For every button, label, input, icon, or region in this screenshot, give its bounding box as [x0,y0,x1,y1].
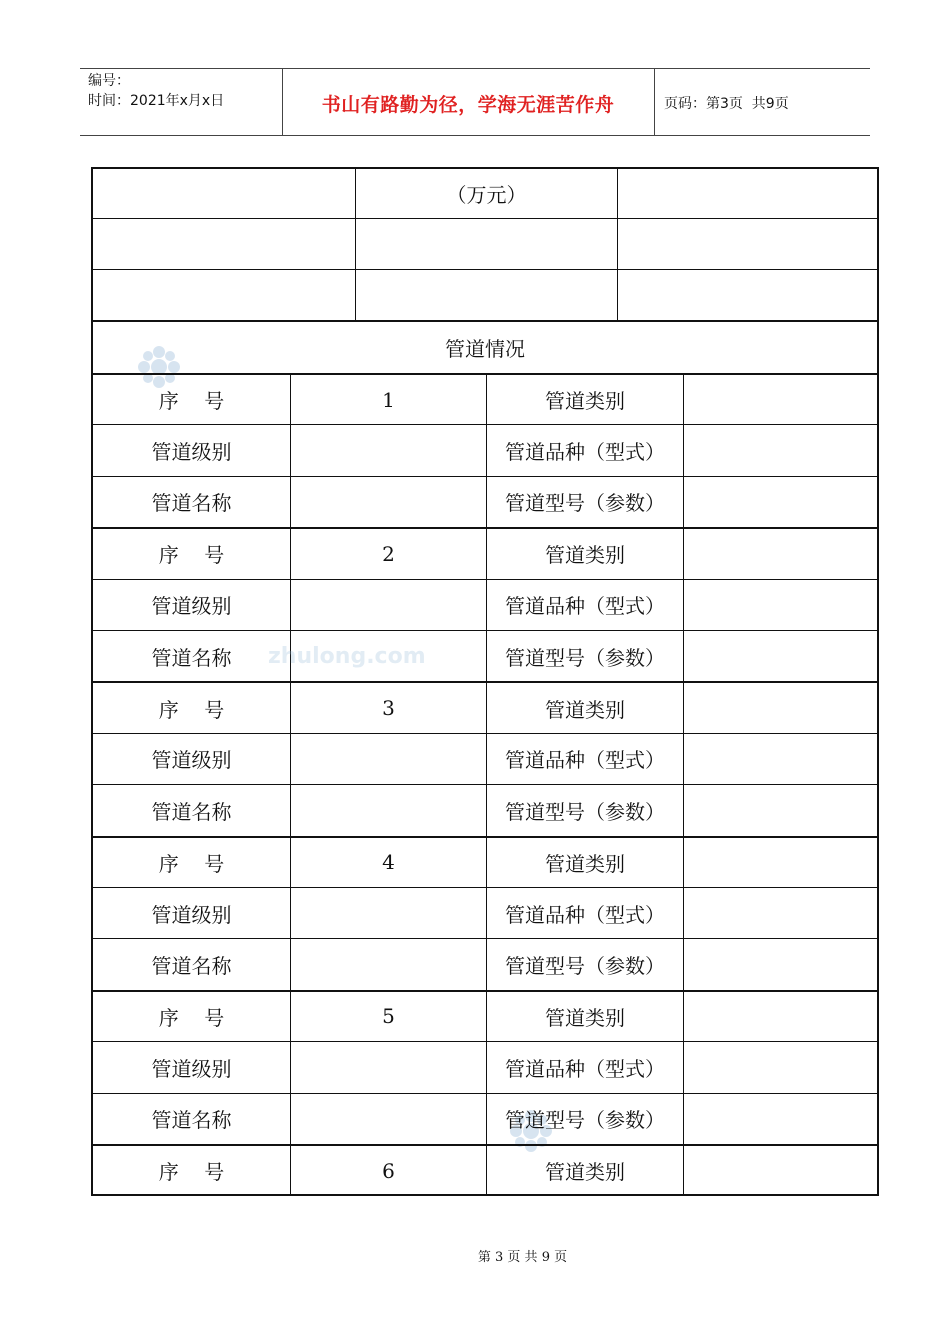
table-cell [617,270,877,320]
table-cell: 管道品种（型式） [486,580,683,630]
table-row [93,938,877,989]
table-cell [683,425,877,475]
table-cell: 管道型号（参数） [486,1094,683,1144]
pipeline-table [91,167,879,1196]
table-cell: 管道名称 [151,799,232,824]
table-cell [683,477,877,527]
table-cell: 管道名称 [151,954,232,979]
table-cell: 管道品种（型式） [486,1042,683,1092]
table-cell [683,838,877,887]
table-cell [683,683,877,732]
time-label: 时间：2021年x月x日 [88,93,225,109]
table-cell [683,939,877,989]
table-row [93,527,877,578]
table-cell: 管道类别 [486,375,683,424]
table-row [93,424,877,475]
table-cell [683,1094,877,1144]
table-cell: 管道类别 [486,992,683,1041]
table-cell: 管道类别 [486,683,683,732]
table-row [93,1041,877,1092]
table-row [93,784,877,835]
table-row [93,990,877,1041]
table-row [93,373,877,424]
table-cell: 管道级别 [151,902,232,927]
table-cell: 管道品种（型式） [486,888,683,938]
table-cell: 序 号 [158,389,225,414]
table-cell [290,425,486,475]
table-cell: 管道名称 [151,645,232,670]
table-cell [290,939,486,989]
table-row [93,836,877,887]
table-cell [683,785,877,835]
code-label: 编号： [88,73,130,89]
table-cell [683,1042,877,1092]
table-row [93,579,877,630]
header-divider [654,69,655,135]
table-cell: 管道级别 [151,748,232,773]
table-cell: 管道级别 [151,594,232,619]
page-header [80,68,870,136]
table-cell [93,219,355,269]
table-cell [683,529,877,578]
table-cell [93,169,355,218]
table-cell: 管道名称 [151,491,232,516]
table-cell: 管道名称 [151,1108,232,1133]
table-cell: （万元） [355,169,617,218]
table-row [93,681,877,732]
table-cell: 管道品种（型式） [486,425,683,475]
table-cell [683,1146,877,1195]
table-row [93,218,877,269]
table-cell: 5 [290,992,486,1041]
table-row [93,733,877,784]
table-row [93,1144,877,1195]
table-row [93,887,877,938]
table-cell: 3 [290,683,486,732]
page-footer: 第 3 页 共 9 页 [477,1250,568,1265]
table-cell [355,270,617,320]
table-cell [683,580,877,630]
table-cell: 管道品种（型式） [486,734,683,784]
table-cell: 管道型号（参数） [486,785,683,835]
table-cell: 管道类别 [486,838,683,887]
table-cell: 4 [290,838,486,887]
table-row [93,630,877,681]
table-cell [290,1042,486,1092]
section-title: 管道情况 [445,337,525,361]
table-cell: 序 号 [158,1005,225,1030]
header-left [88,71,224,111]
table-cell: 管道型号（参数） [486,939,683,989]
table-cell: 管道级别 [151,440,232,465]
table-cell [290,734,486,784]
table-cell: 序 号 [158,543,225,568]
table-row [93,1093,877,1144]
table-cell [290,477,486,527]
table-cell: 管道类别 [486,529,683,578]
table-cell: 序 号 [158,697,225,722]
header-motto: 书山有路勤为径，学海无涯苦作舟 [321,93,615,116]
table-cell [93,270,355,320]
section-title-row [93,320,877,373]
table-cell [290,888,486,938]
table-cell [683,375,877,424]
table-cell [683,631,877,681]
table-cell [355,219,617,269]
table-cell [617,169,877,218]
table-cell [290,785,486,835]
table-cell: 1 [290,375,486,424]
table-cell: 管道型号（参数） [486,477,683,527]
table-row [93,269,877,320]
table-cell: 2 [290,529,486,578]
table-cell [683,992,877,1041]
watermark-text: zhulong.com [268,644,426,669]
table-cell: 6 [290,1146,486,1195]
table-cell [290,1094,486,1144]
table-row [93,167,877,218]
table-cell: 序 号 [158,1160,225,1185]
table-row [93,476,877,527]
table-cell [290,580,486,630]
table-cell: 序 号 [158,851,225,876]
table-cell [683,734,877,784]
header-page-info: 页码：第3页 共9页 [664,96,789,112]
table-cell: 管道型号（参数） [486,631,683,681]
table-cell [617,219,877,269]
table-cell: 管道级别 [151,1056,232,1081]
table-cell [683,888,877,938]
table-cell: 管道类别 [486,1146,683,1195]
